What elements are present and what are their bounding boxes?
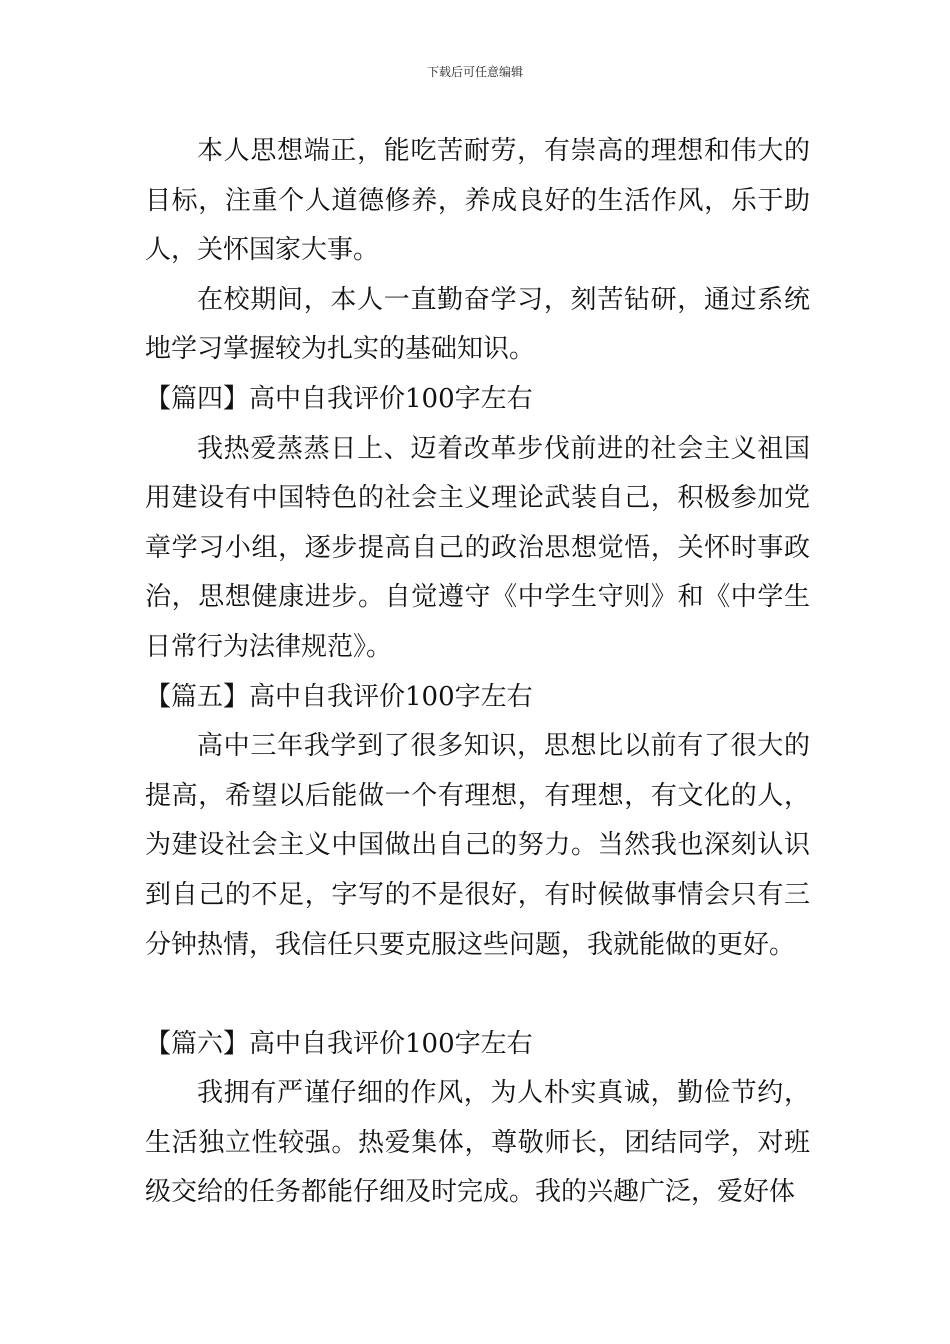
blank-line	[145, 970, 810, 1020]
paragraph: 我热爱蒸蒸日上、迈着改革步伐前进的社会主义祖国用建设有中国特色的社会主义理论武装自己，积极参加党章学习小组，逐步提高自己的政治思想觉悟，关怀时事政治，思想健康进步。自觉遵守《中学生守则》和《中学生日常行为法律规范》。	[145, 433, 810, 662]
paragraph: 本人思想端正，能吃苦耐劳，有崇高的理想和伟大的目标，注重个人道德修养，养成良好的生活作风，乐于助人，关怀国家大事。	[145, 136, 810, 266]
section-heading: 【篇六】高中自我评价100字左右	[145, 1028, 533, 1059]
section-heading: 【篇五】高中自我评价100字左右	[145, 681, 533, 712]
document-body	[145, 127, 810, 1218]
paragraph: 我拥有严谨仔细的作风，为人朴实真诚，勤俭节约，生活独立性较强。热爱集体，尊敬师长，团结同学，对班级交给的任务都能仔细及时完成。我的兴趣广泛，爱好体	[145, 1078, 810, 1208]
section-heading: 【篇四】高中自我评价100字左右	[145, 383, 533, 414]
paragraph: 在校期间，本人一直勤奋学习，刻苦钻研，通过系统地学习掌握较为扎实的基础知识。	[145, 284, 810, 365]
page-header: 下载后可任意编辑	[426, 65, 523, 79]
paragraph: 高中三年我学到了很多知识，思想比以前有了很大的提高，希望以后能做一个有理想，有理想，有文化的人，为建设社会主义中国做出自己的努力。当然我也深刻认识到自己的不足，字写的不是很好，有时候做事情会只有三分钟热情，我信任只要克服这些问题，我就能做的更好。	[145, 731, 810, 960]
